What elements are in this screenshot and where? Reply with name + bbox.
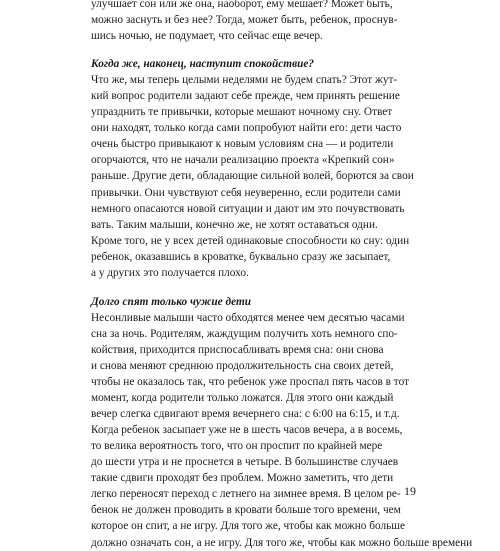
text-line: очень быстро привыкают к новым условиям сна — и родители (91, 138, 394, 151)
book-page-text (91, 0, 473, 551)
text-line: немного опасаются новой ситуации и дают им это почувствовать (91, 202, 405, 215)
text-line: раньше. Другие дети, обладающие сильной волей, борются за свои (91, 170, 414, 183)
text-line: вечер слегка сдвигают время вечернего сна: с 6:00 на 6:15, и т.д. (91, 408, 400, 421)
text-line: Что же, мы теперь целыми неделями не будем спать? Этот жут- (91, 74, 398, 87)
text-line: момент, когда родители только ложатся. Для этого они каждый (91, 392, 394, 405)
text-line: они находят, только когда сами попробуют найти его: дети часто (91, 122, 402, 135)
text-line: Когда ребенок засыпает уже не в шесть часов вечера, а в восемь, (91, 424, 403, 437)
text-line: шись ночью, не подумает, что сейчас еще вечер. (91, 30, 323, 43)
section-heading: Когда же, наконец, наступит спокойствие? (91, 58, 315, 71)
text-line: которое он спит, а не игру. Для того же, чтобы как можно больше (91, 520, 406, 533)
text-line: до шести утра и не проснется в четыре. В большинстве случаев (91, 456, 399, 469)
text-line: то велика вероятность того, что он проспит по крайней мере (91, 440, 383, 453)
text-line: упразднить те привычки, которые мешают ночному сну. Ответ (91, 106, 393, 119)
text-line: такие сдвиги проходят без проблем. Можно заметить, что дети (91, 472, 394, 485)
text-line: Кроме того, не у всех детей одинаковые способности ко сну: один (91, 234, 410, 247)
text-line: кий вопрос родители задают себе прежде, чем принять решение (91, 90, 400, 103)
text-line: легко переносят переход с летнего на зимнее время. В целом ре- (91, 488, 401, 501)
text-line: койствия, приходится приспосабливать время сна: они снова (91, 343, 384, 356)
text-line: сна за ночь. Родителям, жаждущим получить хоть немного спо- (91, 327, 398, 340)
text-line: бенок не должен проводить в кровати больше того времени, чем (91, 504, 401, 517)
text-line: можно заснуть и без нее? Тогда, может быть, ребенок, проснув- (91, 14, 398, 27)
text-line: чтобы не оказалось так, что ребенок уже проспал пять часов в тот (91, 376, 410, 389)
text-line: огорчаются, что не начали реализацию проекта «Крепкий сон» (91, 154, 395, 167)
section-heading: Долго спят только чужие дети (91, 295, 252, 308)
text-line: и снова меняют среднюю продолжительность сна своих детей, (91, 359, 394, 372)
text-line: Несонливые малыши часто обходятся менее чем десятью часами (91, 311, 405, 324)
text-line: улучшает сон или же она, наоборот, ему мешает? Может быть, (91, 0, 393, 10)
page-number: 19 (404, 484, 416, 498)
text-line: должно означать сон, а не игру. Для того же, чтобы как можно больше времени (91, 536, 473, 549)
text-line: вать. Таким малыши, конечно же, не хотят оставаться одни. (91, 218, 378, 231)
text-line: а у других это получается плохо. (91, 266, 249, 279)
text-line: привычки. Они чувствуют себя неуверенно, если родители сами (91, 186, 401, 199)
text-line: ребенок, оказавшись в кроватке, буквально сразу же засыпает, (91, 250, 391, 263)
